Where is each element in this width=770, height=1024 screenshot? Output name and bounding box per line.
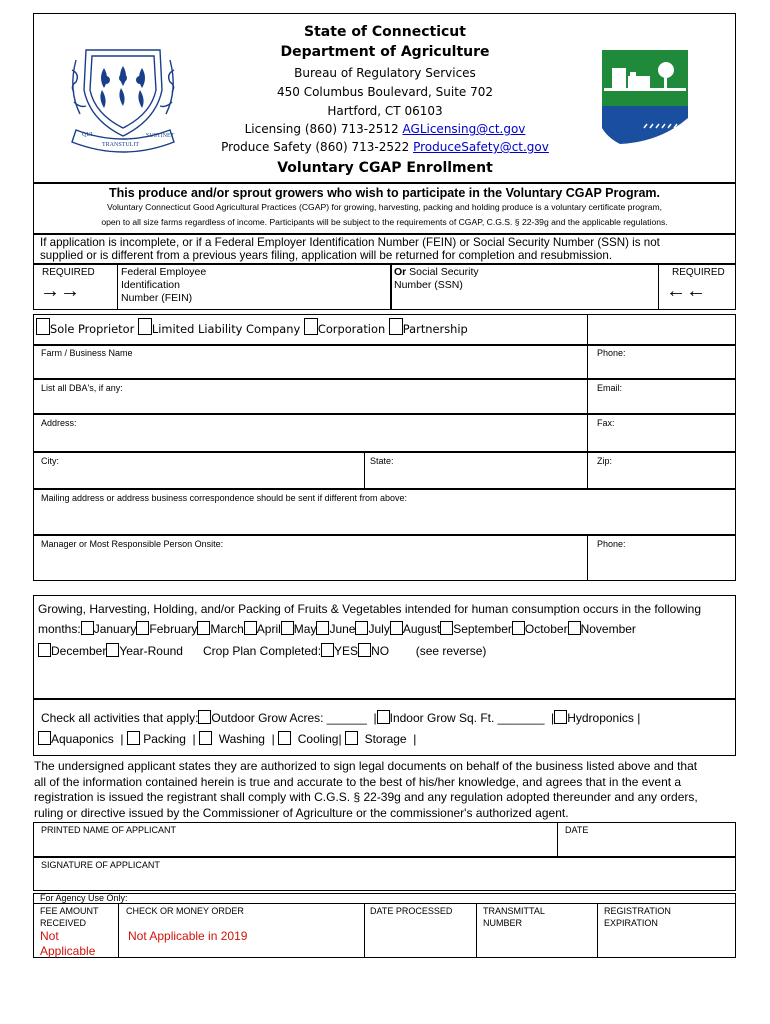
entity-row-divider (587, 314, 588, 345)
see-reverse-note: (see reverse) (415, 644, 487, 658)
fein-label-3: Number (FEIN) (121, 292, 193, 304)
ssn-label-2: Number (SSN) (394, 279, 463, 291)
year-round-label: Year-Round (119, 644, 183, 658)
date-label: DATE (565, 825, 589, 835)
crop-plan-yes-checkbox[interactable] (321, 643, 334, 657)
produce-phone: Produce Safety (860) 713-2522 (221, 140, 410, 154)
outdoor-grow-label: Outdoor Grow Acres: ______ (211, 711, 367, 725)
fein-label-2: Identification (121, 279, 180, 291)
warning-line-1: If application is incomplete, or if a Federal Employer Identification Number (FEIN) or Social Security Number (SSN) is not (40, 236, 660, 249)
cooling-label: Cooling (297, 732, 339, 746)
december-label: December (51, 644, 107, 658)
activities-label: Check all activities that apply: (41, 711, 199, 725)
mailing-address-label: Mailing address or address business correspondence should be sent if different from above: (41, 493, 408, 503)
city-label: City: (41, 456, 59, 466)
washing-checkbox[interactable] (199, 731, 212, 745)
corporation-label: Corporation (317, 322, 386, 336)
entity-options (36, 318, 468, 336)
seal-motto-3: SUSTINET (146, 133, 175, 139)
signature-label: SIGNATURE OF APPLICANT (41, 860, 160, 870)
header-produce (0, 140, 770, 154)
hydroponics-label: Hydroponics (567, 711, 634, 725)
header-city: Hartford, CT 06103 (327, 104, 443, 118)
llc-label: Limited Liability Company (151, 322, 301, 336)
transmittal-label-1: TRANSMITTAL (483, 906, 545, 916)
agency-col-3 (476, 903, 477, 958)
arrow-left-icon: ←← (666, 280, 706, 302)
form-title: Voluntary CGAP Enrollment (277, 160, 493, 176)
activities-row-1: Check all activities that apply: Outdoor Grow Acres: ______ | Indoor Grow Sq. Ft. _______ | Hydroponics | (41, 711, 641, 725)
partnership-label: Partnership (402, 322, 468, 336)
fax-label: Fax: (597, 418, 615, 428)
november-label: November (580, 622, 636, 636)
january-checkbox[interactable] (81, 621, 94, 635)
storage-checkbox[interactable] (345, 731, 358, 745)
indoor-grow-checkbox[interactable] (377, 710, 390, 724)
october-label: October (524, 622, 568, 636)
phone-label: Phone: (597, 348, 626, 358)
date-processed-label: DATE PROCESSED (370, 906, 453, 916)
july-label: July (368, 622, 390, 636)
aquaponics-label: Aquaponics (51, 732, 114, 746)
licensing-email-link[interactable]: AGLicensing@ct.gov (402, 122, 526, 136)
packing-checkbox[interactable] (127, 731, 140, 745)
growing-statement: Growing, Harvesting, Holding, and/or Packing of Fruits & Vegetables intended for human consumption occurs in the following (38, 602, 702, 616)
certification-line-4: ruling or directive issued by the Commissioner of Agriculture or the commissioner's authorized agent. (34, 805, 569, 820)
july-checkbox[interactable] (355, 621, 368, 635)
aquaponics-checkbox[interactable] (38, 731, 51, 745)
certification-line-1: The undersigned applicant states they are authorized to sign legal documents on behalf of the business listed above and that (34, 759, 698, 773)
packing-label: Packing (143, 732, 186, 746)
check-money-order-value: Not Applicable in 2019 (128, 929, 248, 943)
march-checkbox[interactable] (197, 621, 210, 635)
certification-statement (34, 759, 736, 821)
december-checkbox[interactable] (38, 643, 51, 657)
fee-amount-value-1: Not (40, 929, 59, 943)
farm-name-label: Farm / Business Name (41, 348, 133, 358)
fee-amount-label-1: FEE AMOUNT (40, 906, 99, 916)
ssn-label-1 (394, 266, 479, 278)
certification-line-3: registration is issued the registrant shall comply with C.G.S. § 22-39g and any regulation adopted thereunder and any orders, (34, 790, 698, 805)
ssn-label-text: Social Security (406, 266, 479, 278)
address-label: Address: (41, 418, 77, 428)
check-money-order-label: CHECK OR MONEY ORDER (126, 906, 244, 916)
october-checkbox[interactable] (512, 621, 525, 635)
seal-motto-1: QUI (82, 132, 93, 138)
registration-label-2: EXPIRATION (604, 918, 658, 928)
april-label: April (256, 622, 281, 636)
sole-proprietor-label: Sole Proprietor (50, 322, 135, 336)
washing-label: Washing (218, 732, 265, 746)
partnership-checkbox[interactable] (389, 318, 403, 335)
fee-amount-value-2: Applicable (40, 944, 96, 958)
august-checkbox[interactable] (390, 621, 403, 635)
dba-label: List all DBA's, if any: (41, 383, 123, 393)
intro-line-1: Voluntary Connecticut Good Agricultural Practices (CGAP) for growing, harvesting, packing and holding produce is a voluntary certificate program, (106, 202, 663, 212)
state-field[interactable] (364, 452, 588, 489)
required-left-label: REQUIRED (42, 267, 95, 278)
header-bureau: Bureau of Regulatory Services (294, 66, 476, 80)
fein-label-1: Federal Employee (121, 266, 207, 278)
agency-use-divider (33, 903, 736, 904)
agency-col-2 (364, 903, 365, 958)
transmittal-label-2: NUMBER (483, 918, 523, 928)
certification-line-2: all of the information contained herein is true and accurate to the best of his/her knowledge, and agrees that in the event a (34, 774, 682, 789)
crop-plan-label: Crop Plan Completed: (202, 644, 322, 658)
city-field[interactable] (33, 452, 365, 489)
header-state: State of Connecticut (304, 24, 466, 40)
header-licensing (0, 122, 770, 136)
may-label: May (293, 622, 317, 636)
june-label: June (329, 622, 356, 636)
august-label: August (402, 622, 441, 636)
manager-phone-label: Phone: (597, 539, 626, 549)
crop-plan-no-checkbox[interactable] (358, 643, 371, 657)
storage-label: Storage (364, 732, 407, 746)
cooling-checkbox[interactable] (278, 731, 291, 745)
february-checkbox[interactable] (136, 621, 149, 635)
activities-row-2: Aquaponics | Packing | Washing | Cooling| Storage | (38, 731, 416, 746)
ssn-or: Or (394, 266, 407, 278)
april-checkbox[interactable] (244, 621, 257, 635)
indoor-grow-label: Indoor Grow Sq. Ft. _______ (389, 711, 545, 725)
agency-use-label: For Agency Use Only: (40, 893, 128, 903)
outdoor-grow-checkbox[interactable] (198, 710, 211, 724)
september-checkbox[interactable] (440, 621, 453, 635)
agency-col-4 (597, 903, 598, 958)
registration-label-1: REGISTRATION (604, 906, 671, 916)
licensing-phone: Licensing (860) 713-2512 (244, 122, 399, 136)
may-checkbox[interactable] (281, 621, 294, 635)
address-field[interactable] (33, 414, 588, 452)
hydroponics-checkbox[interactable] (554, 710, 567, 724)
seal-motto-2: TRANSTULIT (102, 142, 139, 148)
crop-plan-no-label: NO (371, 644, 390, 658)
march-label: March (210, 622, 244, 636)
agency-col-1 (118, 903, 119, 958)
fee-amount-label-2: RECEIVED (40, 918, 87, 928)
llc-checkbox[interactable] (138, 318, 152, 335)
june-checkbox[interactable] (316, 621, 329, 635)
manager-label: Manager or Most Responsible Person Onsite: (41, 539, 224, 549)
year-round-checkbox[interactable] (106, 643, 119, 657)
email-label: Email: (597, 383, 623, 393)
corporation-checkbox[interactable] (304, 318, 318, 335)
intro-line-2: open to all size farms regardless of income. Participants will be subject to the requirements of CGAP, C.G.S. § 22-39g and the applicable regulations. (101, 217, 668, 227)
months-row-2 (38, 643, 486, 658)
february-label: February (149, 622, 198, 636)
arrow-right-icon: →→ (40, 280, 80, 302)
state-label: State: (370, 456, 394, 466)
activities-box (33, 699, 736, 756)
months-row-1 (38, 621, 636, 636)
months-label: months: (38, 622, 81, 636)
january-label: January (93, 622, 137, 636)
header-department: Department of Agriculture (280, 44, 490, 60)
november-checkbox[interactable] (568, 621, 581, 635)
warning-line-2: supplied or is different from a previous years filing, application will be returned for completion and resubmission. (40, 249, 613, 262)
sole-proprietor-checkbox[interactable] (36, 318, 50, 335)
intro-heading: This produce and/or sprout growers who wish to participate in the Voluntary CGAP Program. (109, 186, 660, 200)
september-label: September (453, 622, 512, 636)
printed-name-label: PRINTED NAME OF APPLICANT (41, 825, 177, 835)
header-street: 450 Columbus Boulevard, Suite 702 (276, 85, 494, 99)
zip-label: Zip: (597, 456, 613, 466)
required-right-label: REQUIRED (672, 267, 725, 278)
produce-email-link[interactable]: ProduceSafety@ct.gov (413, 140, 549, 154)
crop-plan-yes-label: YES (334, 644, 359, 658)
